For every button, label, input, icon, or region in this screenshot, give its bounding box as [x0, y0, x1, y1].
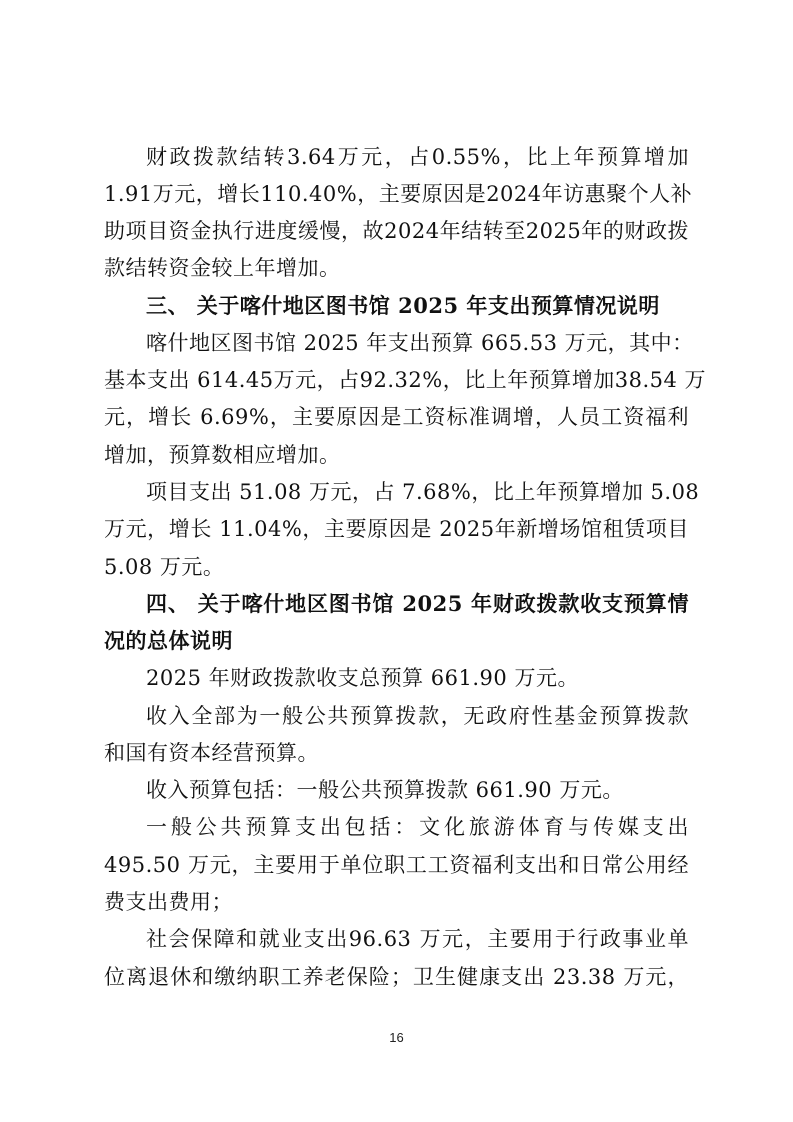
- text-line: 495.50 万元，主要用于单位职工工资福利支出和日常公用经: [104, 853, 689, 877]
- text-line: 一般公共预算支出包括：文化旅游体育与传媒支出: [146, 815, 689, 839]
- text-line: 基本支出 614.45万元，占92.32%，比上年预算增加38.54 万: [104, 368, 707, 392]
- text-line: 款结转资金较上年增加。: [104, 256, 341, 280]
- text-line: 喀什地区图书馆 2025 年支出预算 665.53 万元，其中：: [146, 331, 694, 355]
- text-line: 收入预算包括：一般公共预算拨款 661.90 万元。: [146, 778, 624, 802]
- text-line: 助项目资金执行进度缓慢，故2024年结转至2025年的财政拨: [104, 219, 689, 243]
- text-line: 和国有资本经营预算。: [104, 741, 319, 765]
- section-heading: 三、 关于喀什地区图书馆 2025 年支出预算情况说明: [146, 293, 660, 318]
- text-line: 财政拨款结转3.64万元，占0.55%，比上年预算增加: [146, 145, 689, 169]
- text-line: 位离退休和缴纳职工养老保险；卫生健康支出 23.38 万元，: [104, 965, 689, 989]
- text-line: 增加，预算数相应增加。: [104, 443, 341, 467]
- text-line: 费支出费用；: [104, 890, 233, 914]
- text-line: 元，增长 6.69%，主要原因是工资标准调增，人员工资福利: [104, 405, 689, 429]
- text-line: 项目支出 51.08 万元，占 7.68%，比上年预算增加 5.08: [146, 480, 700, 504]
- text-line: 2025 年财政拨款收支总预算 661.90 万元。: [146, 666, 579, 690]
- text-line: 1.91万元，增长110.40%，主要原因是2024年访惠聚个人补: [104, 182, 693, 206]
- page-number: 16: [389, 1030, 404, 1045]
- text-line: 万元，增长 11.04%，主要原因是 2025年新增场馆租赁项目: [104, 517, 689, 541]
- section-heading: 况的总体说明: [104, 628, 233, 653]
- text-line: 社会保障和就业支出96.63 万元，主要用于行政事业单: [146, 927, 689, 951]
- section-heading: 四、 关于喀什地区图书馆 2025 年财政拨款收支预算情: [146, 591, 689, 616]
- text-line: 5.08 万元。: [104, 555, 225, 579]
- text-line: 收入全部为一般公共预算拨款，无政府性基金预算拨款: [146, 704, 689, 728]
